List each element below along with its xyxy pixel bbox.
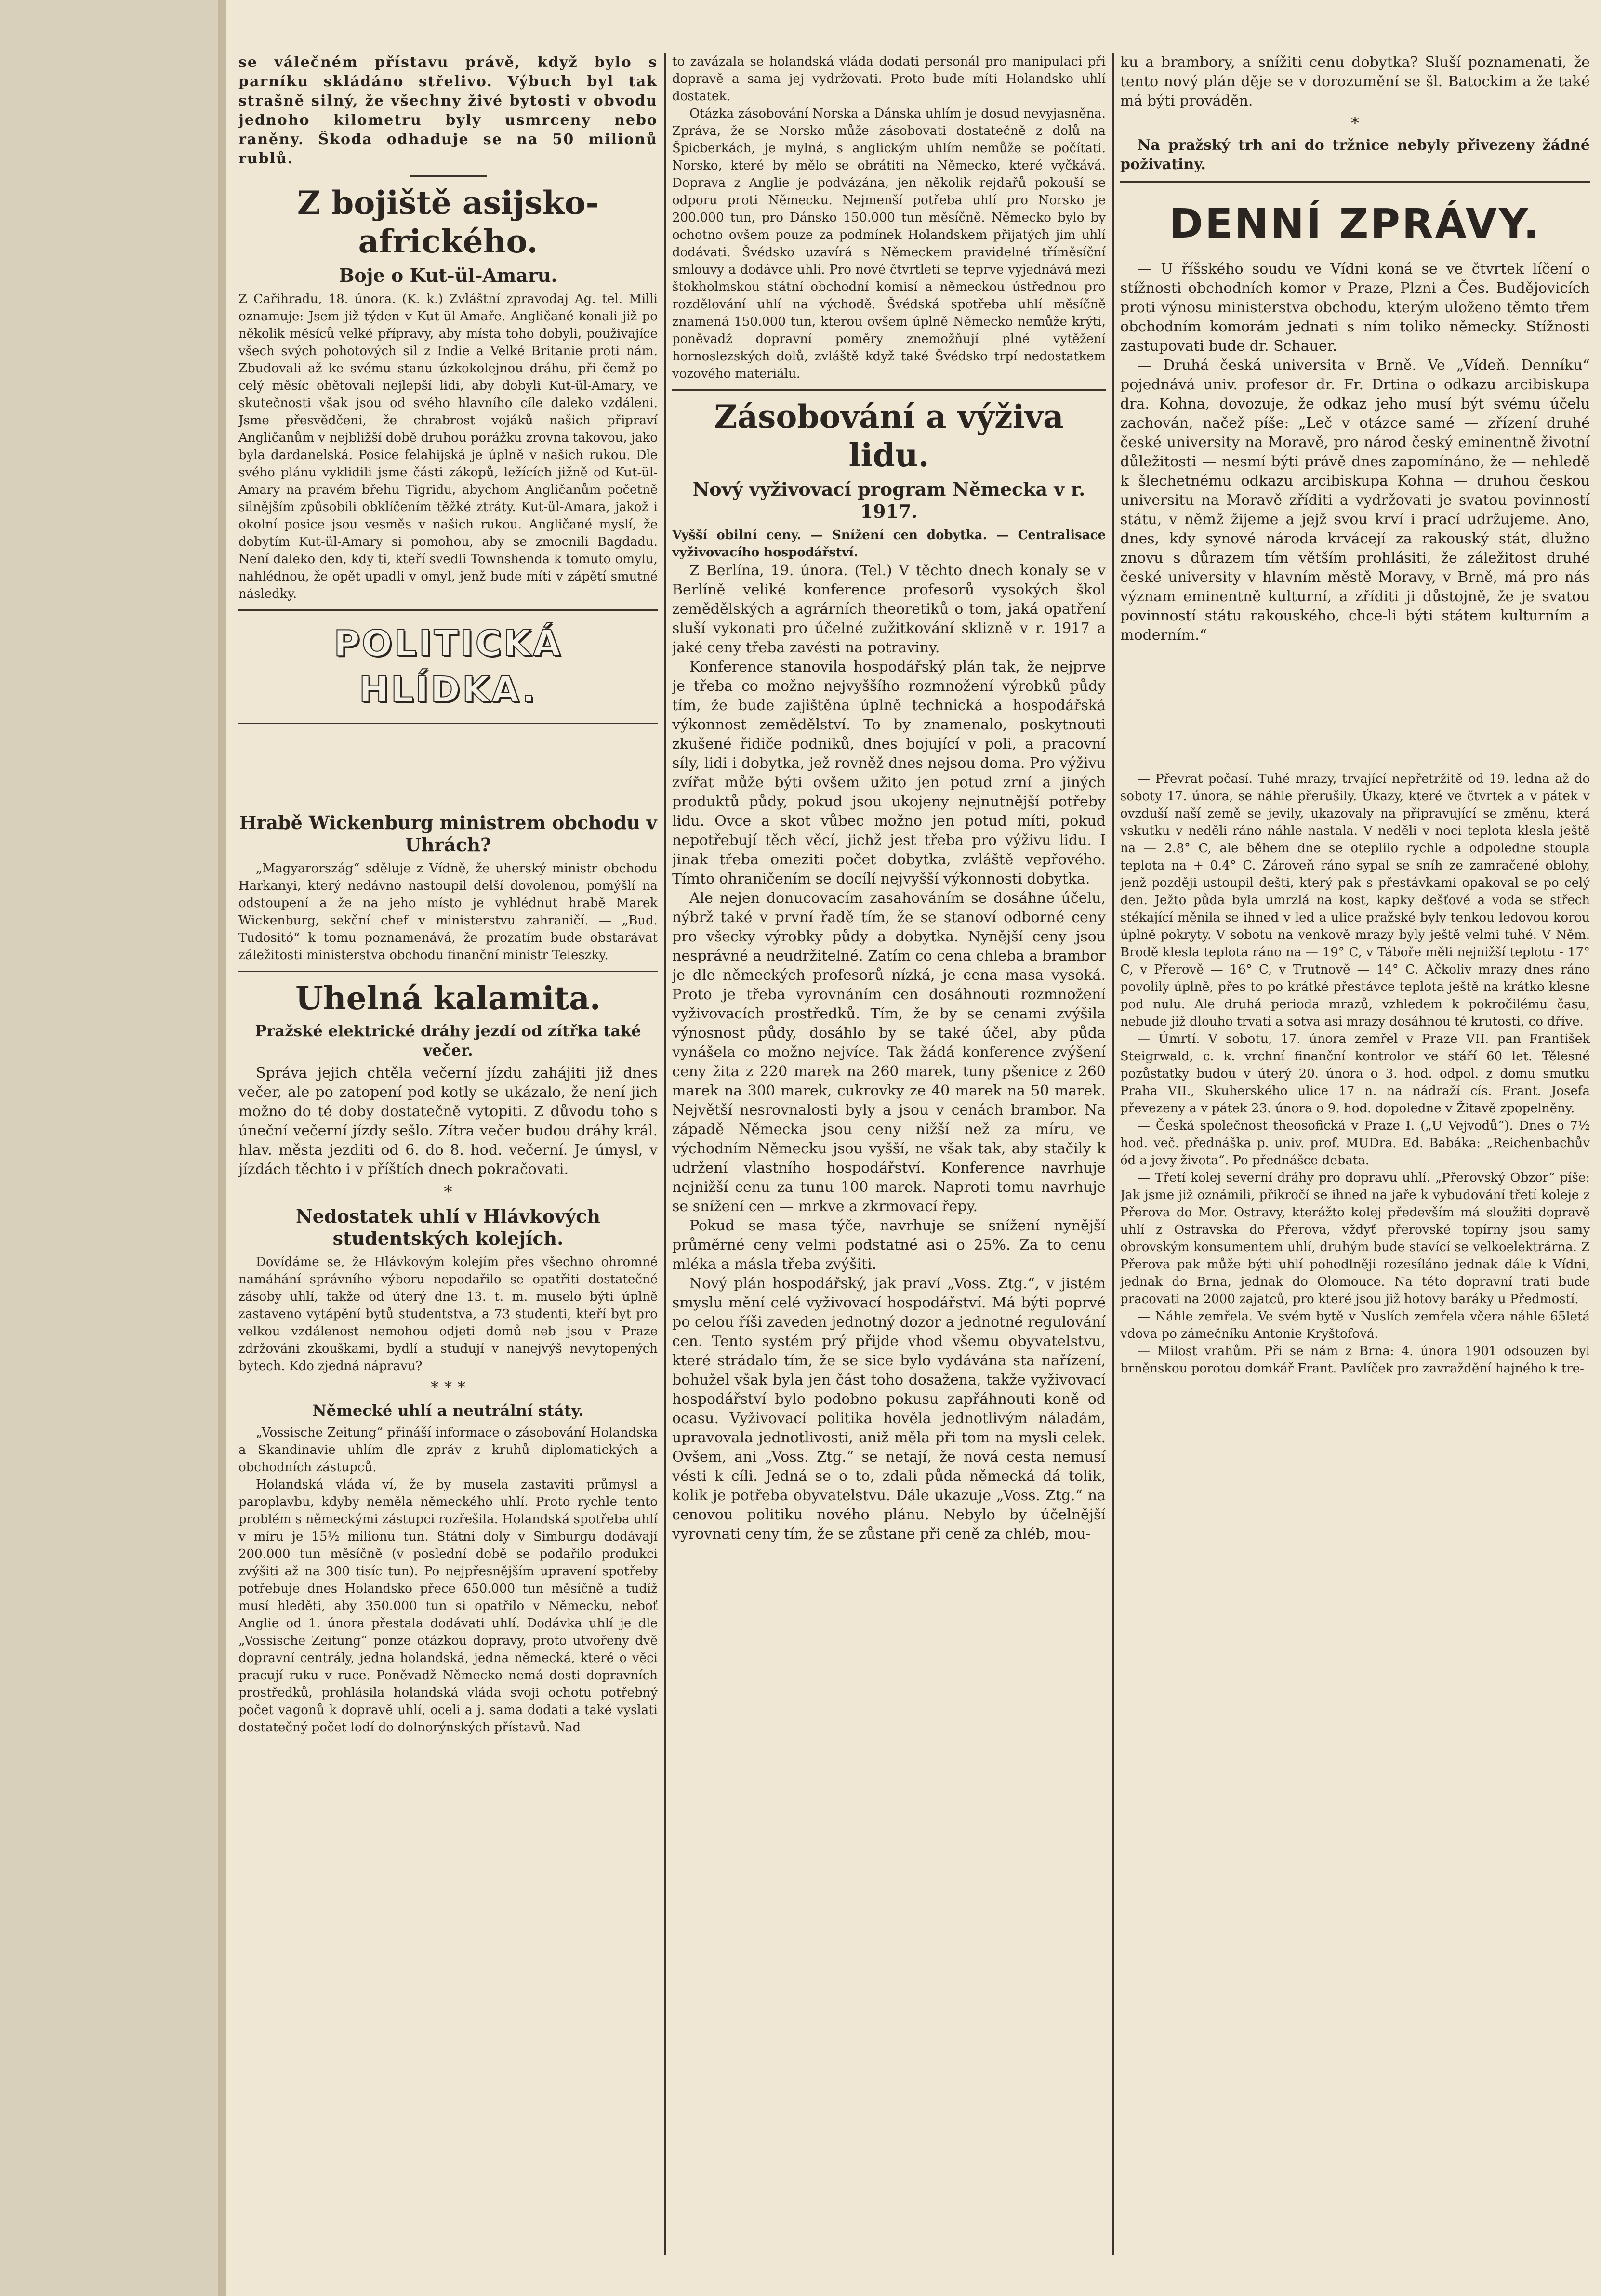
- blank-space: [1120, 645, 1590, 770]
- divider: [1120, 181, 1590, 183]
- divider: [238, 723, 658, 724]
- supply-paragraph-1: Z Berlína, 19. února. (Tel.) V těchto dnech konaly se v Berlíně veliké konference profesorů vysokých škol zemědělských a agrárních theoretiků o tom, jaká opatření sluší vykonati pro účelné zužitkování sklizně v r. 1917 a jaké ceny třeba zavésti na potraviny.: [672, 562, 1106, 656]
- war-subhead: Boje o Kut-ül-Amaru.: [339, 264, 557, 286]
- news-theosophy: — Česká společnost theosofická v Praze I. („U Vejvodů“). Dnes o 7½ hod. več. přednáška p. univ. prof. MUDra. Ed. Babáka: „Reichenbachův ód a jevy života“. Po přednášce debata.: [1120, 1119, 1590, 1168]
- supply-paragraph-4: Pokud se masa týče, navrhuje se snížení nynější průměrné ceny velmi podstatné asi o 25%. Za to cenu mléka a másla třeba zvýšiti.: [672, 1217, 1106, 1273]
- news-university: — Druhá česká universita v Brně. Ve „Vídeň. Denníku“ pojednává univ. profesor dr. Fr. Drtina o odkazu arcibiskupa dra. Kohna, dovozuje, že odkaz jeho musí být svému účelu zachován, načež píše: „Leč v otázce samé — zřízení druhé české university na Moravě, pro národ český eminentně životní důležitosti — nesmí býti právě dnes zapomínáno, že — nehledě k šlechetnému odkazu arcibiskupa Kohna — druhou českou universitu na Moravě zříditi a vydržovati je svatou povinností státu, v němž žijeme a jejž svou krví i prací udržujeme. Ano, dnes, kdy synové národa krvácejí za rakouský stát, dlužno znovu s důrazem tím větším prohlásiti, že záležitost druhé české university v hlavním městě Moravy, v Brně, má pro nás význam eminentně kulturní, a zříditi ji důstojně, že je svatou povinností státu rakouského, chce-li býti státem kulturním a moderním.“: [1120, 357, 1590, 644]
- neutral-lead: „Vossische Zeitung“ přináší informace o zásobování Holandska a Skandinavie uhlím dle zpráv z kruhů diplomatických a obchodních zástupců.: [238, 1425, 658, 1475]
- dorm-article: Dovídáme se, že Hlávkovým kolejím přes všechno ohromné namáhání správního výboru nepodařilo se opatřiti dostatečné zásoby uhlí, takže od úterý dne 13. t. m. muselo býti úplně zastaveno vytápění bytů studentstva, a 73 studenti, kteří byt pro velkou vzdálenost nemohou odjeti domů neb jsou v Praze zdržováni zkouškami, bydlí a studují v nanejvýš nevytopených bytech. Kdo zjedná nápravu?: [238, 1255, 658, 1373]
- column-2: [672, 53, 1106, 2255]
- column-rule: [664, 53, 666, 2255]
- supply-paragraph-2: Konference stanovila hospodářský plán tak, že nejprve je třeba co možno nejvyššího rozmnožení výrobků půdy tím, že bude zajištěna úplně technická a hospodářská výkonnost zemědělství. To by znamenalo, poskytnouti zkušené řidiče podniků, dnes bojující v poli, a pracovní síly, lidi i dobytka, jež rovněž dnes nejsou doma. Pro výživu zvířat může býti ovšem užito jen potud zrní a jiných produktů půdy, pokud jsou ukojeny nejnutnější potřeby lidu. Ovce a skot vůbec možno jen potud míti, pokud nepotřebují těch věcí, jichž jest třeba pro výživu lidu. I jinak třeba omeziti počet dobytka, zvláště vepřového. Tímto ohraničením se docílí nejvyšší výkonnosti dobytka.: [672, 659, 1106, 887]
- divider: [672, 389, 1106, 391]
- supply-subhead: Nový vyživovací program Německa v r. 1917.: [692, 478, 1085, 522]
- supply-paragraph-5: Nový plán hospodářský, jak praví „Voss. Ztg.“, v jistém smyslu mění celé vyživovací hospodářství. Má býti poprvé po celou říši zaveden jednotný dozor a jednotné regulování cen. Tento systém prý přijde vhod všemu obyvatelstvu, které strádalo tím, že se sice bylo vydávána sta nařízení, bohužel však byla jen část toho dosažena, takže vyživovací hospodářství bylo podobno pokusu zapřáhnouti koně od ocasu. Vyživovací politika hověla jednotlivým náladám, upravovala jednotlivosti, aniž měla při tom na mysli celek. Ovšem, ani „Voss. Ztg.“ se netají, že nová cesta nemusí vésti k cíli. Jedná se o to, zdali půda německá dá tolik, kolik je potřeba obyvatelstvu. Dále ukazuje „Voss. Ztg.“ na cenovou politiku nového plánu. Nebylo by účelnější vyrovnati ceny tím, že se zůstane při ceně za chléb, mou-: [672, 1275, 1106, 1543]
- news-sudden-death: — Náhle zemřela. Ve svém bytě v Nuslích zemřela včera náhle 65letá vdova po zámečníku Antonie Kryštofová.: [1120, 1309, 1590, 1341]
- neutral-headline: Německé uhlí a neutrální státy.: [312, 1401, 584, 1420]
- binding-strip: [0, 0, 226, 2296]
- column-rule: [1112, 53, 1114, 2255]
- divider: [410, 175, 487, 177]
- star-divider: *: [1351, 114, 1359, 133]
- star-divider: *: [444, 1182, 452, 1201]
- wickenburg-article: „Magyarország“ sděluje z Vídně, že uherský ministr obchodu Harkanyi, který nedávno nastoupil delší dovolenou, pomýšlí na odstoupení a že na jeho místo je vyhlédnut hrabě Marek Wickenburg, sekční chef v ministerstvu zahraničí. — „Bud. Tudositó“ k tomu poznamenává, že prozatím bude obstarávat záležitosti ministerstva obchodu finanční ministr Teleszky.: [238, 861, 658, 963]
- news-pardon: — Milost vrahům. Při se nám z Brna: 4. února 1901 odsouzen byl brněnskou porotou domkář Frant. Pavlíček pro zavraždění hajného k tre-: [1120, 1344, 1590, 1376]
- market-note: Na pražský trh ani do tržnice nebyly přivezeny žádné poživatiny.: [1120, 137, 1590, 173]
- wickenburg-headline: Hrabě Wickenburg ministrem obchodu v Uhrách?: [239, 812, 657, 856]
- column-3: [1120, 53, 1590, 2255]
- daily-news-banner: DENNÍ ZPRÁVY.: [1169, 200, 1541, 247]
- war-headline: Z bojiště asijsko-afrického.: [297, 184, 599, 260]
- divider: [238, 971, 658, 972]
- harbor-explosion-tail: se válečném přístavu právě, když bylo s parníku skládáno střelivo. Výbuch byl tak strašně silný, že všechny živé bytosti v obvodu jednoho kilometru byly usmrceny nebo raněny. Škoda odhaduje se na 50 milionů rublů.: [238, 54, 658, 167]
- blank-space: [238, 731, 658, 808]
- columns: [238, 53, 1590, 2255]
- norway-article: Otázka zásobování Norska a Dánska uhlím je dosud nevyjasněna. Zpráva, že se Norsko může zásobovati dostatečně z dolů na Špicberkách, je mylná, s anglickým uhlím nemůže se počítati. Norsko, které by mělo se obrátiti na Německo, které vyčkává. Doprava z Anglie je podvázána, jen několik rejdařů pokouší se odporu proti Německu. Nejmenší potřeba uhlí pro Norsko je 200.000 tun, pro Dánsko 150.000 tun měsíčně. Německo bylo by ochotno ovšem pouze za podmínek Holandskem přijatých jim uhlí dodávati. Švédsko uzavírá s Německem pravidelné tříměsíční smlouvy a dodávce uhlí. Pro nové čtvrtletí se teprve vyjednává mezi štokholmskou státní obchodní komisí a německou ústřednou pro rozdělování uhlí na východě. Švédská spotřeba uhlí měsíčně znamená 150.000 tun, kterou ovšem úplně Německo nemůže krýti, poněvadž dopravní poměry znemožňují plné vytěžení hornoslezských dolů, zvláště když také Švédsko trpí nedostatkem vozového materiálu.: [672, 106, 1106, 381]
- news-death: — Úmrtí. V sobotu, 17. února zemřel v Praze VII. pan František Steigrwald, c. k. vrchní finanční kontrolor ve stáří 60 let. Tělesné pozůstatky budou v úterý 20. února o 3. hod. odpol. z domu smutku Praha VII., Skuherského ulice 17 n. na nádraží cís. Frant. Josefa převezeny a v pátek 23. února o 9. hod. dopoledne v Žitavě zpopelněny.: [1120, 1032, 1590, 1116]
- supply-headline: Zásobování a výživa lidu.: [714, 398, 1064, 474]
- neutral-article: Holandská vláda ví, že by musela zastaviti průmysl a paroplavbu, kdyby neměla německého uhlí. Proto rychle tento problém s německými zástupci rozřešila. Holandská spotřeba uhlí v míru je 15½ milionu tun. Státní doly v Simburgu dodávají 200.000 tun měsíčně (v poslední době se podařilo produkci zvýšiti až na 300 tisíc tun). Po nejpřesnějším upravení spotřeby potřebuje dnes Holandsko přece 650.000 tun měsíčně a tudíž musí hleděti, aby 350.000 tun si opatřilo v Německu, neboť Anglie od 1. února přestala dodávati uhlí. Dodávka uhlí je dle „Vossische Zeitung“ ponze otázkou dopravy, proto utvořeny dvě dopravní centrály, jedna holandská, jedna německá, které o věci pracují ruku v ruce. Poněvadž Německo nemá dosti dopravních prostředků, prohlásila holandská vláda svoji ochotu potřebný počet vagonů k dopravě uhlí, oceli a j. sama dodati a také vyslati dostatečný počet lodí do dolnorýnských přístavů. Nad: [238, 1478, 658, 1735]
- supply-paragraph-3: Ale nejen donucovacím zasahováním se dosáhne účelu, nýbrž také v první řadě tím, že se stanoví odborné ceny pro všecky výrobky půdy a dobytka. Nynější ceny jsou nesprávné a neudržitelné. Zatím co cena chleba a brambor je dle německých profesorů nízká, je cena masa vysoká. Proto je třeba vyrovnáním cen dosáhnouti rozmnožení vyživovacích prostředků. Tím, že by se cenami zvýšila výnosnost půdy, dosáhlo by se také účel, aby půda vynášela co možno nejvíce. Tak žádá konference zvýšení ceny žita z 220 marek na 260 marek, tuny pšenice z 260 marek na 300 marek, cukrovky ze 40 marek na 50 marek. Největší nesrovnalosti byly a jsou v cenách brambor. Na západě Německa jsou ceny nižší než za míru, ve východním Německu jsou vyšší, ne však tak, aby stačily k udržení vlastního hospodářství. Konference navrhuje nejnižší cenu za tunu 100 marek. Naproti tomu navrhuje se snížení cen — mrkve a zkrmovací řepy.: [672, 890, 1106, 1215]
- supply-lead: Vyšší obilní ceny. — Snížení cen dobytka. — Centralisace vyživovacího hospodářství.: [672, 528, 1106, 560]
- plan-continued: ku a brambory, a snížiti cenu dobytka? Sluší poznamenati, že tento nový plán děje se v dorozumění se šl. Batockim a že také má býti prováděn.: [1120, 54, 1590, 109]
- divider: [238, 609, 658, 611]
- column-1: [238, 53, 658, 2255]
- coal-headline: Uhelná kalamita.: [295, 979, 601, 1017]
- coal-subhead: Pražské elektrické dráhy jezdí od zítřka také večer.: [255, 1022, 641, 1059]
- politics-banner-text: POLITICKÁ HLÍDKA.: [333, 623, 563, 711]
- news-weather: — Převrat počasí. Tuhé mrazy, trvající nepřetržitě od 19. ledna až do soboty 17. února, se náhle přerušily. Úkazy, které ve čtvrtek a v pátek v ovzduší naší země se jevily, ukazovaly na připravující se změnu, která vskutku v neděli ráno náhle nastala. V neděli v noci teplota klesla ještě na — 2.8° C, ale během dne se oteplilo rychle a odpoledne stoupla teplota na + 0.4° C. Zároveň ráno sypal se sníh ze zamračené oblohy, jenž později ustoupil dešti, který pak s přestávkami opakoval se po celý den. Ježto půda byla umrzlá na kost, kapky dešťové a voda se střech stékající měnila se ihned v led a ulice pražské byly tenkou ledovou korou úplně pokryty. V sobotu na venkově mrazy byly ještě velmi tuhé. V Něm. Brodě klesla teplota ráno na — 19° C, v Táboře měli nejnižší teplotu - 17° C, v Přerově — 16° C, v Trutnově — 14° C. Ačkoliv mrazy dnes ráno povolily úplně, přes to po krátké přestávce teplota ještě na krátko klesne pod nulu. Ale druhá perioda mrazů, vzhledem k pokročilému času, nebude již dlouho trvati a sotva asi mrazy dosáhnou té krutosti, co dříve.: [1120, 772, 1590, 1029]
- news-court: — U říšského soudu ve Vídni koná se ve čtvrtek líčení o stížnosti obchodních komor v Praze, Plzni a Čes. Budějovicích proti výnosu ministerstva obchodu, kterým uloženo těmto třem obchodním komorám jednati s ním toliko německy. Stížnosti zastupovati bude dr. Schauer.: [1120, 261, 1590, 355]
- politics-banner: [238, 620, 658, 713]
- coal-article: Správa jejich chtěla večerní jízdu zahájiti již dnes večer, ale po zatopení pod kotly se ukázalo, že není jich možno do té doby dostatečně vytopiti. Z důvodu toho s úneční večerní jízdy sešlo. Zítra večer budou dráhy král. hlav. města jezditi od 6. do 8. hod. večerní. Je úmysl, v jízdách těchto i v příštích dnech pokračovati.: [238, 1065, 658, 1178]
- news-railway: — Třetí kolej severní dráhy pro dopravu uhlí. „Přerovský Obzor“ píše: Jak jsme již oznámili, přikročí se ihned na jaře k vybudování třetí koleje z Přerova do Mor. Ostravy, kterážto kolej především má sloužiti dopravě uhlí z Ostravska do Přerova, vždyť přerovské topírny jsou samy obrovským konsumentem uhlí, druhým bude stavící se velkoelektrárna. Z Přerova pak může býti uhlí pohodlněji rozesíláno jednak dále k Vídni, jednak do Brna, jednak do Olomouce. Na této dopravní trati bude pracovati na 2000 zajatců, pro které jsou již hotovy baráky u Předmostí.: [1120, 1171, 1590, 1306]
- war-article: Z Cařihradu, 18. února. (K. k.) Zvláštní zpravodaj Ag. tel. Milli oznamuje: Jsem již týden v Kut-ül-Amaře. Angličané konali již po několik měsíců velké přípravy, aby místa toho dobyli, použivajíce všech svých pohotových sil z Indie a Velké Britanie proti nám. Zbudovali až ke svému stanu úzkokolejnou dráhu, při čemž po celý měsíc obětovali nejlepší lidi, aby dobyli Kut-ül-Amary, ve skutečnosti však jsou od svého hlavního cíle daleko vzdáleni. Jsme přesvědčeni, že chrabrost vojáků našich připraví Angličanům v nejbližší době druhou porážku zrovna takovou, jako byla dardanelská. Posice felahijská je úplně v našich rukou. Dle svého plánu vyklidili jsme části zákopů, ležících jižně od Kut-ül-Amary na pravém břehu Tigridu, abychom Angličanům početně silnějším způsobili obklíčením těžké ztráty. Kut-ül-Amara, jakož i okolní posice jsou vesměs v našich rukou. Angličané myslí, že dobytím Kut-ül-Amary si pomohou, aby se zmocnili Bagdadu. Není daleko den, kdy ti, kteří svedli Townshenda k tomuto omylu, nahlédnou, že opět upadli v omyl, jenž bude míti v zápětí smutné následky.: [238, 292, 658, 601]
- holland-continued: to zavázala se holandská vláda dodati personál pro manipulaci při dopravě a sama jej vydržovati. Proto bude míti Holandsko uhlí dostatek.: [672, 54, 1106, 104]
- stars-divider: * * *: [430, 1378, 466, 1397]
- dorm-headline: Nedostatek uhlí v Hlávkových studentských kolejích.: [296, 1205, 600, 1249]
